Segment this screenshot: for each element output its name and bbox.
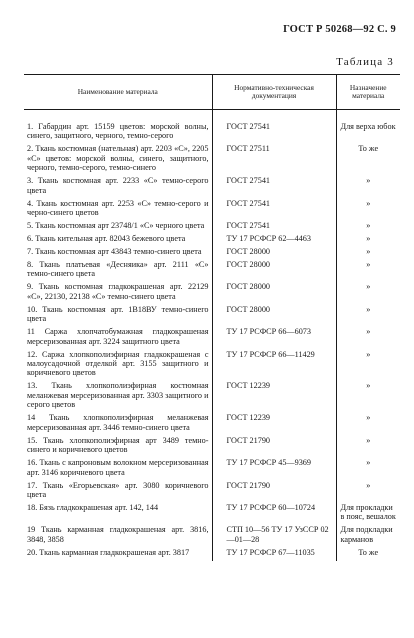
table-row <box>24 282 400 304</box>
normative-document: ГОСТ 28000 <box>212 282 336 304</box>
column-header-purpose: Назначение материала <box>336 75 400 110</box>
column-header-documentation: Нормативно-техническая документация <box>212 75 336 110</box>
material-name: 15. Ткань хлопкополиэфирная арт 3489 темно-синего и коричневого цветов <box>27 435 209 455</box>
table-row <box>24 503 400 525</box>
table-row <box>24 481 400 503</box>
material-name: 14 Ткань хлопкополиэфирная меланжевая мерсеризованная арт. 3446 темно-синего цвета <box>27 413 209 432</box>
table-row <box>24 525 400 547</box>
table-row <box>24 247 400 260</box>
material-purpose: » <box>336 305 400 327</box>
page-header: ГОСТ Р 50268—92 С. 9 <box>283 24 396 35</box>
table-row <box>24 436 400 458</box>
material-purpose: » <box>336 436 400 458</box>
material-name: 10. Ткань костюмная арт. 1В18ВУ темно-синего цвета <box>27 304 209 324</box>
material-purpose: » <box>336 176 400 198</box>
column-header-material: Наименование материала <box>24 75 212 110</box>
table-row <box>24 110 400 145</box>
material-purpose: То же <box>336 144 400 176</box>
materials-table <box>24 74 400 561</box>
normative-document: ТУ 17 РСФСР 45—9369 <box>212 458 336 480</box>
table-row <box>24 458 400 480</box>
material-name: 8. Ткань платьевая «Десняика» арт. 2111 «С» темно-синего цвета <box>27 259 209 279</box>
material-purpose: » <box>336 381 400 413</box>
table-number: Таблица 3 <box>336 56 394 68</box>
material-name: 11 Саржа хлопчатобумажная гладкокрашеная мерсеризованная арт. 3224 защитного цвета <box>27 327 209 346</box>
material-name: 17. Ткань «Егорьевская» арт. 3080 коричневого цвета <box>27 480 209 499</box>
normative-document: ТУ 17 РСФСР 66—6073 <box>212 327 336 349</box>
material-name: 18. Бязь гладкокрашеная арт. 142, 144 <box>27 502 159 512</box>
material-purpose: » <box>336 458 400 480</box>
normative-document: ГОСТ 28000 <box>212 247 336 260</box>
table-row <box>24 413 400 435</box>
material-purpose: » <box>336 234 400 247</box>
material-purpose: » <box>336 413 400 435</box>
material-purpose: Для прокладки в пояс, вешалок <box>336 503 400 525</box>
normative-document: ГОСТ 12239 <box>212 381 336 413</box>
table-row <box>24 221 400 234</box>
material-name: 16. Ткань с капроновым волокном мерсеризованная арт. 3146 коричневого цвета <box>27 458 209 477</box>
material-purpose: » <box>336 327 400 349</box>
material-name: 4. Ткань костюмная арт. 2253 «С» темно-серого и черно-синего цветов <box>27 198 209 218</box>
table-row <box>24 327 400 349</box>
normative-document: ГОСТ 27541 <box>212 199 336 221</box>
normative-document: ТУ 17 РСФСР 67—11035 <box>212 548 336 561</box>
material-purpose: » <box>336 221 400 234</box>
table-header-row <box>24 75 400 110</box>
normative-document: ГОСТ 27541 <box>212 221 336 234</box>
material-name: 3. Ткань костюмная арт. 2233 «С» темно-серого цвета <box>27 176 209 195</box>
table-row <box>24 381 400 413</box>
table-row <box>24 144 400 176</box>
normative-document: ГОСТ 28000 <box>212 305 336 327</box>
material-purpose: » <box>336 282 400 304</box>
normative-document: ГОСТ 27541 <box>212 176 336 198</box>
material-purpose: » <box>336 247 400 260</box>
material-name: 9. Ткань костюмная гладкокрашеная арт. 22129 «С», 22130, 22138 «С» темно-синего цвета <box>27 282 209 301</box>
table-row <box>24 176 400 198</box>
material-name: 20. Ткань карманная гладкокрашеная арт. 3817 <box>27 547 190 557</box>
material-name: 7. Ткань костюмная арт 43843 темно-синего цвета <box>27 246 202 256</box>
material-name: 1. Габардин арт. 15159 цветов: морской волны, синего, защитного, черного, темно-серого <box>27 122 209 141</box>
normative-document: ГОСТ 27511 <box>212 144 336 176</box>
material-name: 6. Ткань кительная арт. 82043 бежевого цвета <box>27 234 186 244</box>
material-purpose: То же <box>336 548 400 561</box>
table-body <box>24 110 400 561</box>
material-name: 12. Саржа хлопкополиэфирная гладкокрашеная с малоусадочной отделкой арт. 3155 защитного и коричневого цветов <box>27 349 209 378</box>
table-row <box>24 199 400 221</box>
table-row <box>24 350 400 382</box>
normative-document: ТУ 17 РСФСР 66—11429 <box>212 350 336 382</box>
material-name: 2. Ткань костюмная (нательная) арт. 2203 «С», 2205 «С» цветов: морской волны, синего, защитного, черного, темно-серого, темно-синего <box>27 144 209 173</box>
material-purpose: Для подкладки карманов <box>336 525 400 547</box>
material-purpose: » <box>336 481 400 503</box>
material-purpose: » <box>336 350 400 382</box>
table-row <box>24 548 400 561</box>
normative-document: ТУ 17 РСФСР 62—4463 <box>212 234 336 247</box>
material-purpose: » <box>336 199 400 221</box>
table-row <box>24 234 400 247</box>
material-name: 13. Ткань хлопкополиэфирная костюмная меланжевая мерсеризованная арт. 3303 защитного и серого цветов <box>27 381 209 410</box>
normative-document: ГОСТ 28000 <box>212 260 336 282</box>
normative-document: ГОСТ 21790 <box>212 436 336 458</box>
normative-document: ТУ 17 РСФСР 60—10724 <box>212 503 336 525</box>
normative-document: ГОСТ 21790 <box>212 481 336 503</box>
normative-document: ГОСТ 12239 <box>212 413 336 435</box>
table-row <box>24 260 400 282</box>
material-purpose: » <box>336 260 400 282</box>
normative-document: СТП 10—56 ТУ 17 УзССР 02—01—28 <box>212 525 336 547</box>
table-row <box>24 305 400 327</box>
material-name: 5. Ткань костюмная арт 23748/1 «С» черного цвета <box>27 221 205 231</box>
material-name: 19 Ткань карманная гладкокрашеная арт. 3816, 3848, 3858 <box>27 525 209 544</box>
material-purpose: Для верха юбок <box>336 110 400 145</box>
normative-document: ГОСТ 27541 <box>212 110 336 145</box>
